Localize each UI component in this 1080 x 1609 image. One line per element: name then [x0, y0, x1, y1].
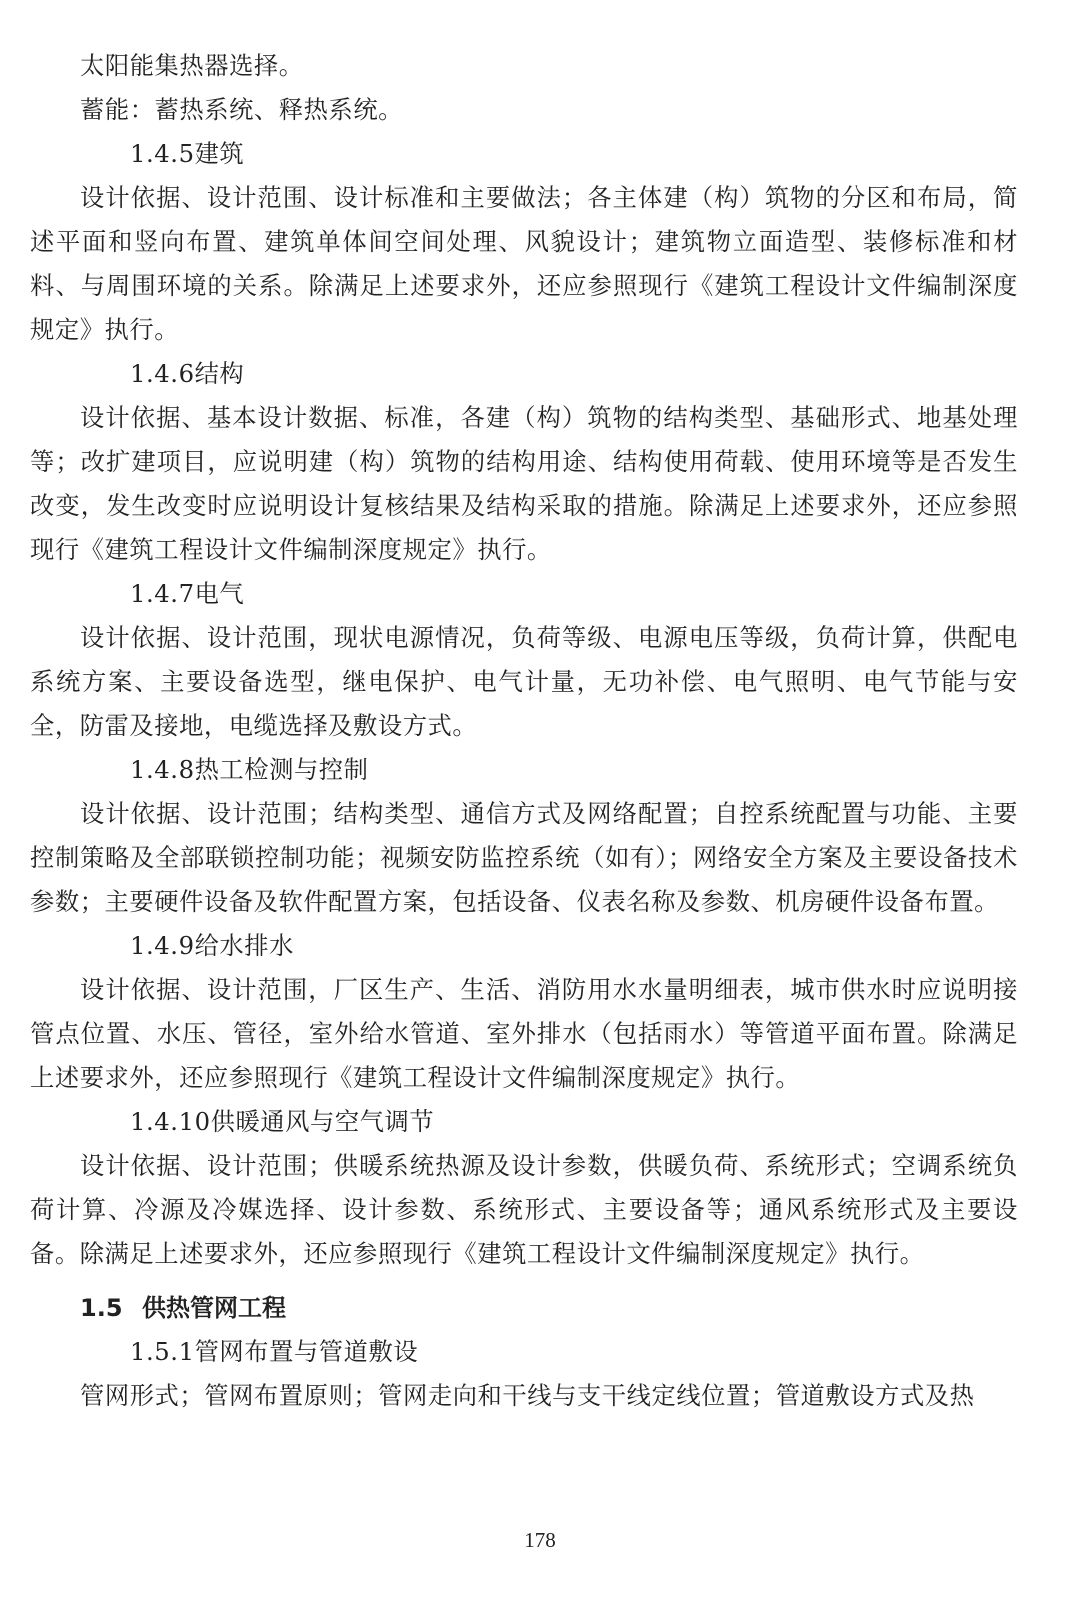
paragraph-pipe-network: 管网形式；管网布置原则；管网走向和干线与支干线定线位置；管道敷设方式及热	[80, 1381, 975, 1410]
subsection-heading-1-4-10	[30, 1100, 1018, 1144]
heading-title: 管网布置与管道敷设	[194, 1337, 419, 1366]
heading-title: 供暖通风与空气调节	[210, 1107, 435, 1136]
paragraph-water-drainage: 设计依据、设计范围，厂区生产、生活、消防用水水量明细表，城市供水时应说明接管点位置、水压、管径，室外给水管道、室外排水（包括雨水）等管道平面布置。除满足上述要求外，还应参照现行《建筑工程设计文件编制深度规定》执行。	[30, 975, 1018, 1092]
paragraph-structure: 设计依据、基本设计数据、标准，各建（构）筑物的结构类型、基础形式、地基处理等；改扩建项目，应说明建（构）筑物的结构用途、结构使用荷载、使用环境等是否发生改变，发生改变时应说明设计复核结果及结构采取的措施。除满足上述要求外，还应参照现行《建筑工程设计文件编制深度规定》执行。	[30, 403, 1018, 564]
subsection-heading-1-4-7	[30, 572, 1018, 616]
text-line: 蓄能：蓄热系统、释热系统。	[80, 95, 404, 124]
paragraph-thermal-control: 设计依据、设计范围；结构类型、通信方式及网络配置；自控系统配置与功能、主要控制策略及全部联锁控制功能；视频安防监控系统（如有）；网络安全方案及主要设备技术参数；主要硬件设备及软件配置方案，包括设备、仪表名称及参数、机房硬件设备布置。	[30, 799, 1018, 916]
subsection-heading-1-4-9	[30, 924, 1018, 968]
subsection-heading-1-4-5	[30, 132, 1018, 176]
heading-title: 热工检测与控制	[194, 755, 369, 784]
heading-number: 1.4.6	[130, 359, 195, 388]
heading-title: 电气	[194, 579, 245, 608]
section-number: 1.5	[80, 1294, 123, 1322]
heading-number: 1.4.8	[130, 755, 195, 784]
section-title: 供热管网工程	[142, 1294, 286, 1322]
heading-title: 结构	[194, 359, 245, 388]
heading-number: 1.4.7	[130, 579, 195, 608]
paragraph-hvac: 设计依据、设计范围；供暖系统热源及设计参数，供暖负荷、系统形式；空调系统负荷计算、冷源及冷媒选择、设计参数、系统形式、主要设备等；通风系统形式及主要设备。除满足上述要求外，还应参照现行《建筑工程设计文件编制深度规定》执行。	[30, 1151, 1018, 1268]
subsection-heading-1-4-6	[30, 352, 1018, 396]
subsection-heading-1-5-1	[30, 1330, 1018, 1374]
heading-number: 1.4.9	[130, 931, 195, 960]
heading-title: 给水排水	[194, 931, 294, 960]
document-page	[30, 44, 1018, 1418]
text-line: 太阳能集热器选择。	[80, 51, 304, 80]
heading-number: 1.4.5	[130, 139, 195, 168]
heading-number: 1.4.10	[130, 1107, 211, 1136]
page-number: 178	[524, 1528, 556, 1552]
subsection-heading-1-4-8	[30, 748, 1018, 792]
paragraph-electrical: 设计依据、设计范围，现状电源情况，负荷等级、电源电压等级，负荷计算，供配电系统方案、主要设备选型，继电保护、电气计量，无功补偿、电气照明、电气节能与安全，防雷及接地，电缆选择及敷设方式。	[30, 623, 1018, 740]
heading-number: 1.5.1	[130, 1337, 195, 1366]
section-heading-1-5	[30, 1286, 1018, 1330]
paragraph-architecture: 设计依据、设计范围、设计标准和主要做法；各主体建（构）筑物的分区和布局，简述平面和竖向布置、建筑单体间空间处理、风貌设计；建筑物立面造型、装修标准和材料、与周围环境的关系。除满足上述要求外，还应参照现行《建筑工程设计文件编制深度规定》执行。	[30, 183, 1018, 344]
heading-title: 建筑	[194, 139, 245, 168]
